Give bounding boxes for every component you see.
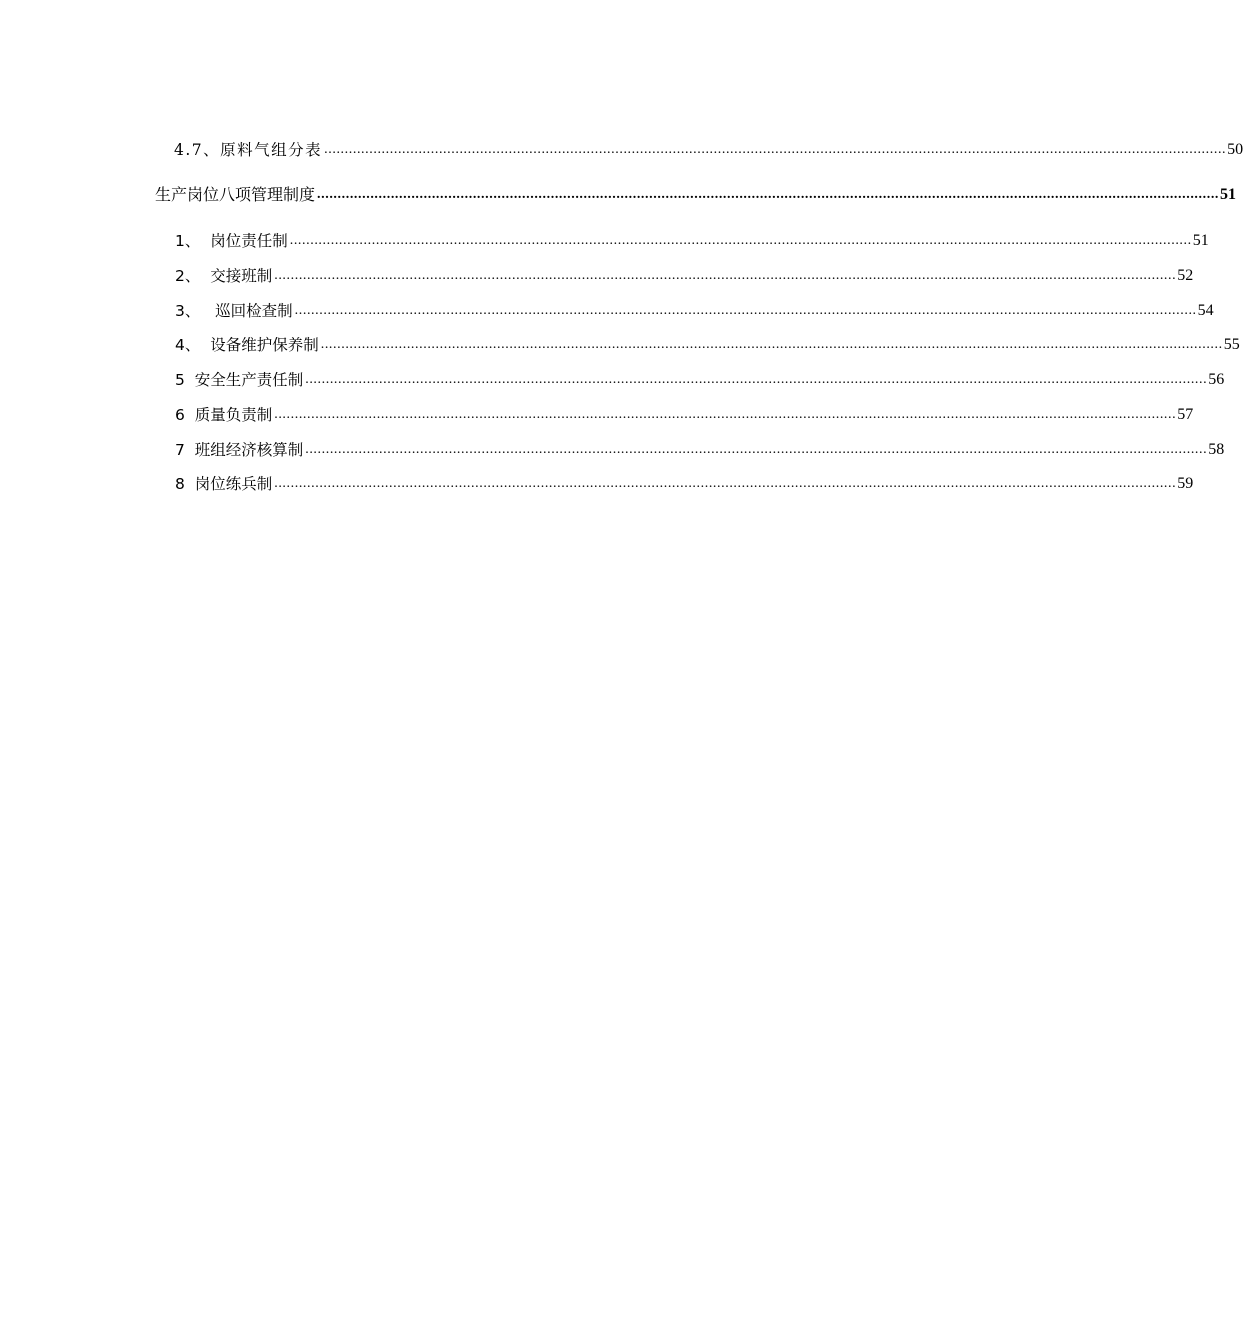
toc-entry-1[interactable] [175, 227, 1209, 251]
toc-entry-label: 6 质量负责制 [175, 406, 273, 424]
toc-leader-dots: ............................................................................................................................................................................................................................ [274, 476, 1177, 491]
toc-page-number: 58 [1208, 441, 1225, 458]
toc-entry-7[interactable] [175, 436, 1225, 460]
toc-section-heading[interactable] [155, 181, 1237, 205]
toc-entry-label: 1、 岗位责任制 [175, 232, 288, 250]
toc-leader-dots: ............................................................................................................................................................................................................................ [274, 268, 1177, 283]
toc-entry-label: 2、 交接班制 [175, 267, 273, 285]
toc-page-number: 59 [1177, 475, 1194, 492]
toc-entry-5[interactable] [175, 366, 1225, 390]
toc-page-number: 57 [1177, 406, 1194, 423]
toc-entry-6[interactable] [175, 401, 1194, 425]
toc-page-number: 50 [1227, 141, 1243, 158]
toc-leader-dots: ............................................................................................................................................................................................................................ [317, 187, 1220, 202]
toc-entry-3[interactable] [175, 297, 1214, 321]
toc-leader-dots: ............................................................................................................................................................................................................................ [274, 407, 1177, 422]
toc-leader-dots: ............................................................................................................................................................................................................................ [305, 372, 1208, 387]
toc-page-number: 54 [1197, 302, 1214, 319]
toc-entry-label: 8 岗位练兵制 [175, 475, 273, 493]
toc-entry-label: 3、 巡回检查制 [175, 302, 293, 320]
toc-page-number: 55 [1223, 336, 1240, 353]
toc-entry-label: 7 班组经济核算制 [175, 441, 304, 459]
toc-leader-dots: ............................................................................................................................................................................................................................ [324, 142, 1227, 157]
toc-leader-dots: ............................................................................................................................................................................................................................ [305, 442, 1208, 457]
toc-page-number: 56 [1208, 371, 1225, 388]
toc-entry-4[interactable] [175, 331, 1240, 355]
toc-page-number: 51 [1192, 232, 1209, 249]
toc-entry-label: 4、 设备维护保养制 [175, 336, 319, 354]
toc-page-number: 51 [1220, 186, 1237, 203]
toc-section-label: 生产岗位八项管理制度 [155, 185, 316, 204]
toc-entry-label: 4.7、原料气组分表 [174, 141, 323, 159]
toc-entry-8[interactable] [175, 470, 1194, 494]
toc-entry-4-7[interactable] [174, 136, 1243, 160]
toc-entry-2[interactable] [175, 262, 1194, 286]
toc-leader-dots: ............................................................................................................................................................................................................................ [320, 337, 1223, 352]
toc-leader-dots: ............................................................................................................................................................................................................................ [294, 303, 1197, 318]
toc-leader-dots: ............................................................................................................................................................................................................................ [289, 233, 1192, 248]
toc-page-number: 52 [1177, 267, 1194, 284]
toc-entry-label: 5 安全生产责任制 [175, 371, 304, 389]
